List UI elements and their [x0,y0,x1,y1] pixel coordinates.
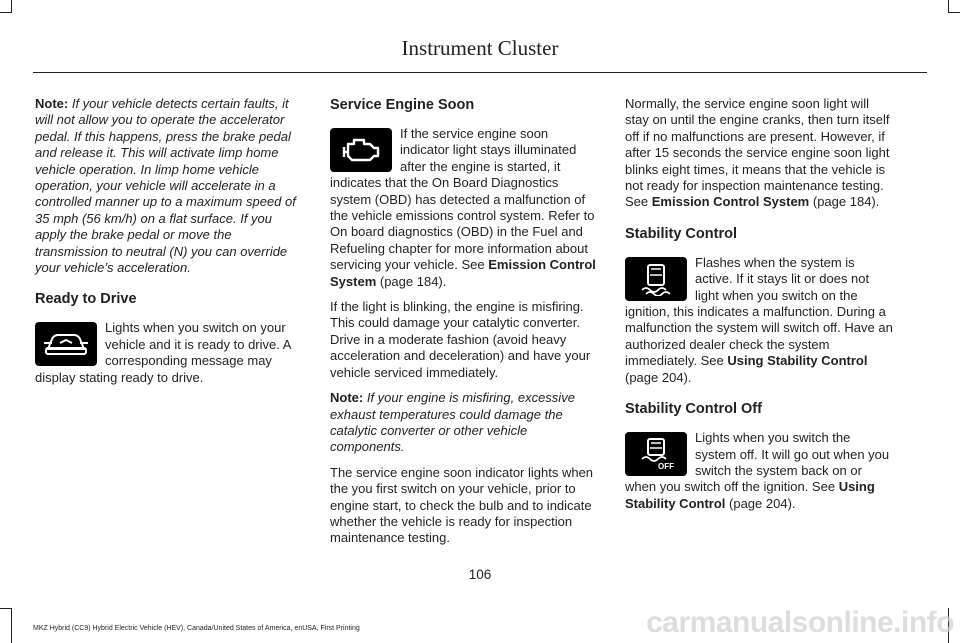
ready-to-drive-car-icon [35,322,97,366]
ses-body: If the service engine soon indicator light stays illuminated after the engine is started, it indicates that the On Board Diagnostics system (OBD) has detected a malfunction of the vehicle emissions control system. Refer to On board diagnostics (OBD) in the Fuel and Refueling chapter for more information about servicing your vehicle. See [330,126,595,273]
stability-control-off-heading: Stability Control Off [625,401,762,418]
left-column [35,96,305,395]
ready-to-drive-block [35,320,305,386]
service-engine-soon-heading: Service Engine Soon [330,97,475,113]
using-stability-control-link[interactable]: Using Stability Control [625,479,875,511]
watermark: carmanualsonline.info [646,606,954,639]
limp-home-note [35,96,305,276]
footer-text: MKZ Hybrid (CC9) Hybrid Electric Vehicle (HEV), Canada/United States of America, enUSA, First Printing [33,625,360,632]
page-number: 106 [468,567,492,582]
using-stability-control-link[interactable]: Using Stability Control [727,353,868,369]
stability-control-off-icon [625,432,687,476]
page-title: Instrument Cluster [401,36,559,60]
stab-page-ref: (page 204). [625,369,692,385]
engine-icon [330,128,392,172]
off-label: OFF [658,461,674,471]
stability-control-heading: Stability Control [625,225,737,242]
header-divider [33,72,927,73]
middle-column [330,96,600,556]
stability-control-block [625,255,895,386]
normal-page-ref: (page 184). [812,194,880,210]
bulb-check-text: The service engine soon indicator lights when the you first switch on your vehicle, prior to engine start, to check the bulb and to indicate whether the vehicle is ready for inspection maintenance testing. [330,464,594,546]
note-label: Note: [35,96,69,111]
misfire-note [330,390,600,456]
emission-control-link[interactable]: Emission Control System [330,257,596,289]
crop-mark [0,12,12,13]
crop-mark [11,608,12,643]
off-body: Lights when you switch the system off. It will go out when you switch the system back on or when you switch off the ignition. See [625,430,890,495]
ses-page-ref: (page 184). [379,273,447,289]
normal-operation-text [625,96,895,211]
crop-mark [948,12,960,13]
right-column [625,96,895,521]
service-engine-soon-block [330,126,600,290]
emission-control-link[interactable]: Emission Control System [651,194,810,210]
note-text: If your vehicle detects certain faults, it will not allow you to operate the accelerator pedal. If this happens, press the brake pedal and release it. This will activate limp home vehicle operation. In limp home vehicle operation, your vehicle will accelerate in a controlled manner up to a maximum speed of 35 mph (56 km/h) on a flat surface. If you apply the brake pedal or move the transmission to neutral (N) you can override your vehicle’s acceleration. [35,96,296,276]
note-label: Note: [330,390,364,406]
off-page-ref: (page 204). [729,495,796,511]
crop-mark [0,608,12,609]
note-text: If your engine is misfiring, excessive exhaust temperatures could damage the catalytic converter or other vehicle components. [330,390,575,455]
ready-to-drive-heading: Ready to Drive [35,291,137,308]
ready-to-drive-text: Lights when you switch on your vehicle and it is ready to drive. A corresponding message may display stating ready to drive. [35,320,291,385]
stab-body: Flashes when the system is active. If it stays lit or does not light when you switch on the ignition, this indicates a malfunction. During a malfunction the system will switch off. Have an authorized dealer check the system immediately. See [625,254,893,369]
normal-body: Normally, the service engine soon light will stay on until the engine cranks, then turn itself off if no malfunctions are present. However, if after 15 seconds the service engine soon light blinks eight times, it means that the vehicle is not ready for inspection maintenance testing. See [625,96,890,210]
stability-control-icon [625,257,687,301]
blinking-text: If the light is blinking, the engine is misfiring. This could damage your catalytic converter. Drive in a moderate fashion (avoid heavy acceleration and deceleration) and have your vehicle serviced immediately. [330,299,591,380]
stability-control-off-block [625,430,895,512]
